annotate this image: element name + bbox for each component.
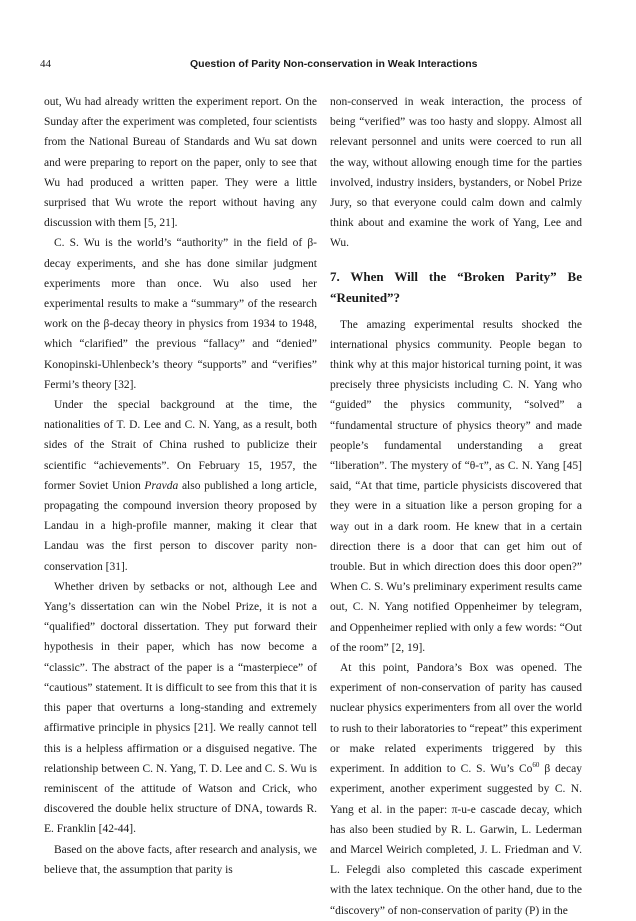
paragraph <box>44 395 317 577</box>
paragraph: The amazing experimental results shocked the international physics community. People began to think why at this major historical turning point, it was precisely three physicists including C. N. Yang who “guided” the physics community, “solved” a “fundamental structure of physics theory” and made people’s fundamental understanding a great “liberation”. The mystery of “θ-τ”, as C. N. Yang [45] said, “At that time, particle physicists discovered that they were in a situation like a person groping for a way out in a dark room. He knew that in a certain direction there is a door that can get him out of trouble. But in which direction does this door open?” When C. S. Wu’s preliminary experiment results came out, C. N. Yang notified Oppenheimer by telegram, and Oppenheimer replied with only a few words: “Out of the room” [2, 19]. <box>330 318 582 654</box>
page-number: 44 <box>40 58 51 70</box>
page-header <box>40 58 596 74</box>
text-run: At this point, Pandora’s Box was opened. The experiment of non-conservation of parity has caused nuclear physics experimenters from all over the world to rush to their laboratories to “repeat” this experiment or make related experiments triggered by this experiment. In addition to C. S. Wu’s Co <box>330 662 582 776</box>
left-column <box>44 92 317 880</box>
paragraph: non-conserved in weak interaction, the process of being “verified” was too hasty and sloppy. Almost all relevant personnel and units were coerced to run all the way, without allowing enough time for the parties involved, industry insiders, bystanders, or Nobel Prize Jury, so that everyone could calm down and calmly think about and examine the work of Yang, Lee and Wu. <box>330 96 582 250</box>
text-run: Under the special background at the time, the nationalities of T. D. Lee and C. N. Yang, as a result, both sides of the Strait of China rushed to publicize their scientific “achievements”. On February 15, 1957, the former Soviet Union <box>44 399 317 492</box>
text-run: β decay experiment, another experiment suggested by C. N. Yang et al. in the paper: π-u-e cascade decay, which has also been studied by R. L. Garwin, L. Lederman and Marcel Weirich completed, J. L. Friedman and V. L. Felegdi also completed this cascade experiment with the latex technique. On the other hand, due to the “discovery” of non-conservation of parity (P) in the <box>330 763 582 917</box>
section-heading: 7. When Will the “Broken Parity” Be “Reunited”? <box>330 268 582 305</box>
superscript: 60 <box>532 761 540 770</box>
running-title: Question of Parity Non-conservation in Weak Interactions <box>190 58 478 70</box>
paragraph: out, Wu had already written the experiment report. On the Sunday after the experiment was completed, four scientists from the National Bureau of Standards and Wu sat down and were preparing to report on the paper, only to see that Wu had produced a written paper. They were a little surprised that Wu wrote the report without having any discussion with them [5, 21]. <box>44 96 317 230</box>
right-column <box>330 92 582 921</box>
paragraph: Whether driven by setbacks or not, although Lee and Yang’s dissertation can win the Nobel Prize, it is not a “qualified” doctoral dissertation. They put forward their hypothesis in their paper, which has now become a “classic”. The abstract of the paper is a “masterpiece” of “cautious” statement. It is difficult to see from this that it is this paper that overturns a long-standing and extremely affirmative principle in physics [21]. We really cannot tell this is a helpless affirmation or a disguised negative. The relationship between C. N. Yang, T. D. Lee and C. S. Wu is reminiscent of the attitude of Watson and Crick, who discovered the double helix structure of DNA, towards R. E. Franklin [42-44]. <box>44 580 317 836</box>
paragraph <box>330 658 582 921</box>
newspaper-name: Pravda <box>144 479 179 492</box>
text-run: also published a long article, propagating the compound inversion theory proposed by Landau in a high-profile manner, making it clear that Landau was the first person to discover parity non-conservation [31]. <box>44 479 317 573</box>
paragraph: Based on the above facts, after research and analysis, we believe that, the assumption that parity is <box>44 843 317 876</box>
paragraph: C. S. Wu is the world’s “authority” in the field of β-decay experiments, and she has done similar judgment experiments more than once. Wu also used her experimental results to make a “summary” of the research work on the β-decay theory in physics from 1934 to 1948, which “clarified” the previous “fallacy” and “denied” Konopinski-Uhlenbeck’s theory “supports” and “verifies” Fermi’s theory [32]. <box>44 237 317 391</box>
